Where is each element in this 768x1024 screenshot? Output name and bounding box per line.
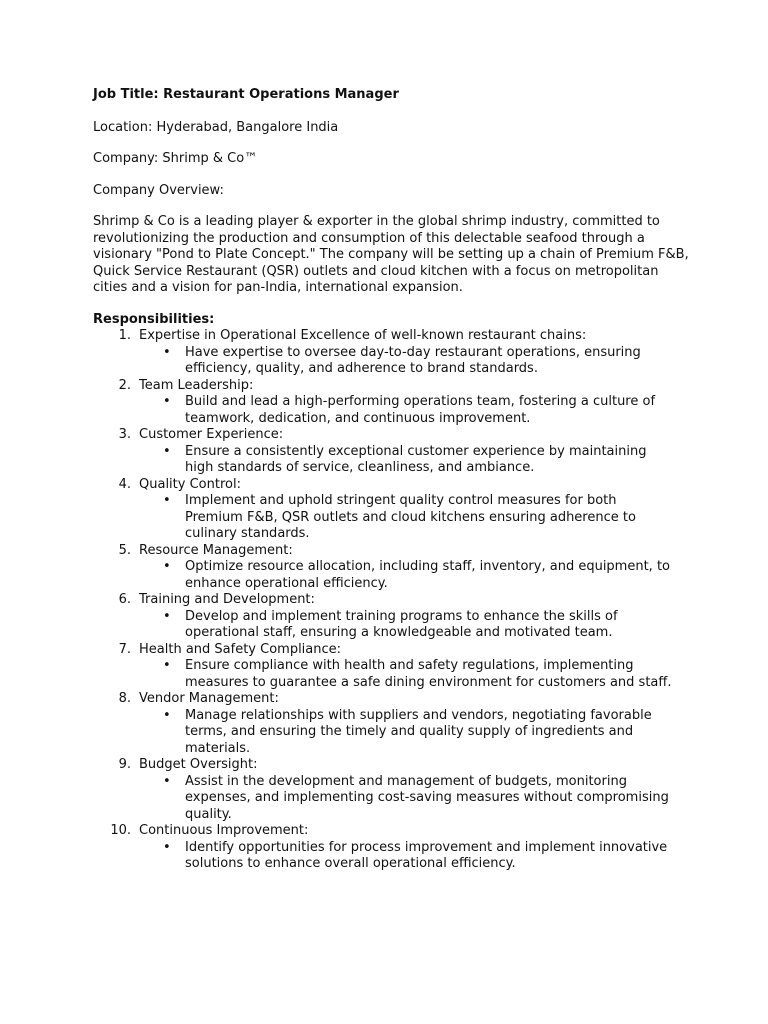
responsibility-item xyxy=(93,378,693,428)
item-title: Training and Development: xyxy=(139,592,315,607)
item-number: 10. xyxy=(110,823,131,838)
job-title: Job Title: Restaurant Operations Manager xyxy=(93,87,399,102)
item-title: Quality Control: xyxy=(139,476,241,492)
item-detail: • Manage relationships with suppliers and vendors, negotiating favorable terms, and ensuring the timely and quality supply of ingredients and materials. xyxy=(139,708,675,758)
item-title: Health and Safety Compliance: xyxy=(139,641,342,657)
responsibilities-list xyxy=(93,328,693,873)
item-title: Customer Experience: xyxy=(139,427,284,442)
responsibility-item xyxy=(93,691,693,757)
responsibility-item xyxy=(93,823,693,873)
overview-heading: Company Overview: xyxy=(93,182,224,198)
item-number: 4. xyxy=(118,476,131,492)
responsibility-item xyxy=(93,477,693,543)
item-detail: • Ensure a consistently exceptional customer experience by maintaining high standards of service, cleanliness, and ambiance. xyxy=(139,444,675,477)
item-number: 1. xyxy=(118,328,131,343)
company: Company: Shrimp & Co™ xyxy=(93,151,258,166)
item-number: 3. xyxy=(118,427,131,442)
item-number: 7. xyxy=(118,641,131,657)
responsibility-item xyxy=(93,592,693,642)
item-title: Budget Oversight: xyxy=(139,757,258,772)
item-detail: • Build and lead a high-performing operations team, fostering a culture of teamwork, dedication, and continuous improvement. xyxy=(139,394,675,427)
item-number: 2. xyxy=(118,377,131,393)
item-detail: • Optimize resource allocation, including staff, inventory, and equipment, to enhance operational efficiency. xyxy=(139,559,675,592)
item-detail: • Have expertise to oversee day-to-day restaurant operations, ensuring efficiency, quality, and adherence to brand standards. xyxy=(139,345,675,378)
responsibility-item xyxy=(93,543,693,593)
item-number: 8. xyxy=(118,691,131,706)
location: Location: Hyderabad, Bangalore India xyxy=(93,119,339,135)
item-title: Resource Management: xyxy=(139,542,293,558)
item-detail: • Ensure compliance with health and safety regulations, implementing measures to guarantee a safe dining environment for customers and staff. xyxy=(139,658,675,691)
item-number: 5. xyxy=(118,542,131,558)
item-number: 9. xyxy=(118,757,131,772)
responsibilities-heading: Responsibilities: xyxy=(93,311,215,327)
responsibility-item xyxy=(93,328,693,378)
item-detail: • Develop and implement training programs to enhance the skills of operational staff, ensuring a knowledgeable and motivated team. xyxy=(139,609,675,642)
item-title: Team Leadership: xyxy=(139,377,254,393)
document xyxy=(93,87,693,873)
item-title: Continuous Improvement: xyxy=(139,823,309,838)
item-detail: • Implement and uphold stringent quality control measures for both Premium F&B, QSR outlets and cloud kitchens ensuring adherence to culinary standards. xyxy=(139,493,675,543)
item-title: Vendor Management: xyxy=(139,691,279,706)
responsibility-item xyxy=(93,757,693,823)
item-detail: • Identify opportunities for process improvement and implement innovative solutions to enhance overall operational efficiency. xyxy=(139,840,675,873)
item-detail: • Assist in the development and management of budgets, monitoring expenses, and implementing cost-saving measures without compromising quality. xyxy=(139,774,675,824)
responsibility-item xyxy=(93,642,693,692)
item-number: 6. xyxy=(118,592,131,607)
item-title: Expertise in Operational Excellence of well-known restaurant chains: xyxy=(139,328,587,343)
responsibility-item xyxy=(93,427,693,477)
overview-text: Shrimp & Co is a leading player & exporter in the global shrimp industry, committed to revolutionizing the production and consumption of this delectable seafood through a visionary "Pond to Plate Concept." The company will be setting up a chain of Premium F&B, Quick Service Restaurant (QSR) outlets and cloud kitchen with a focus on metropolitan cities and a vision for pan-India, international expansion. xyxy=(93,214,689,295)
